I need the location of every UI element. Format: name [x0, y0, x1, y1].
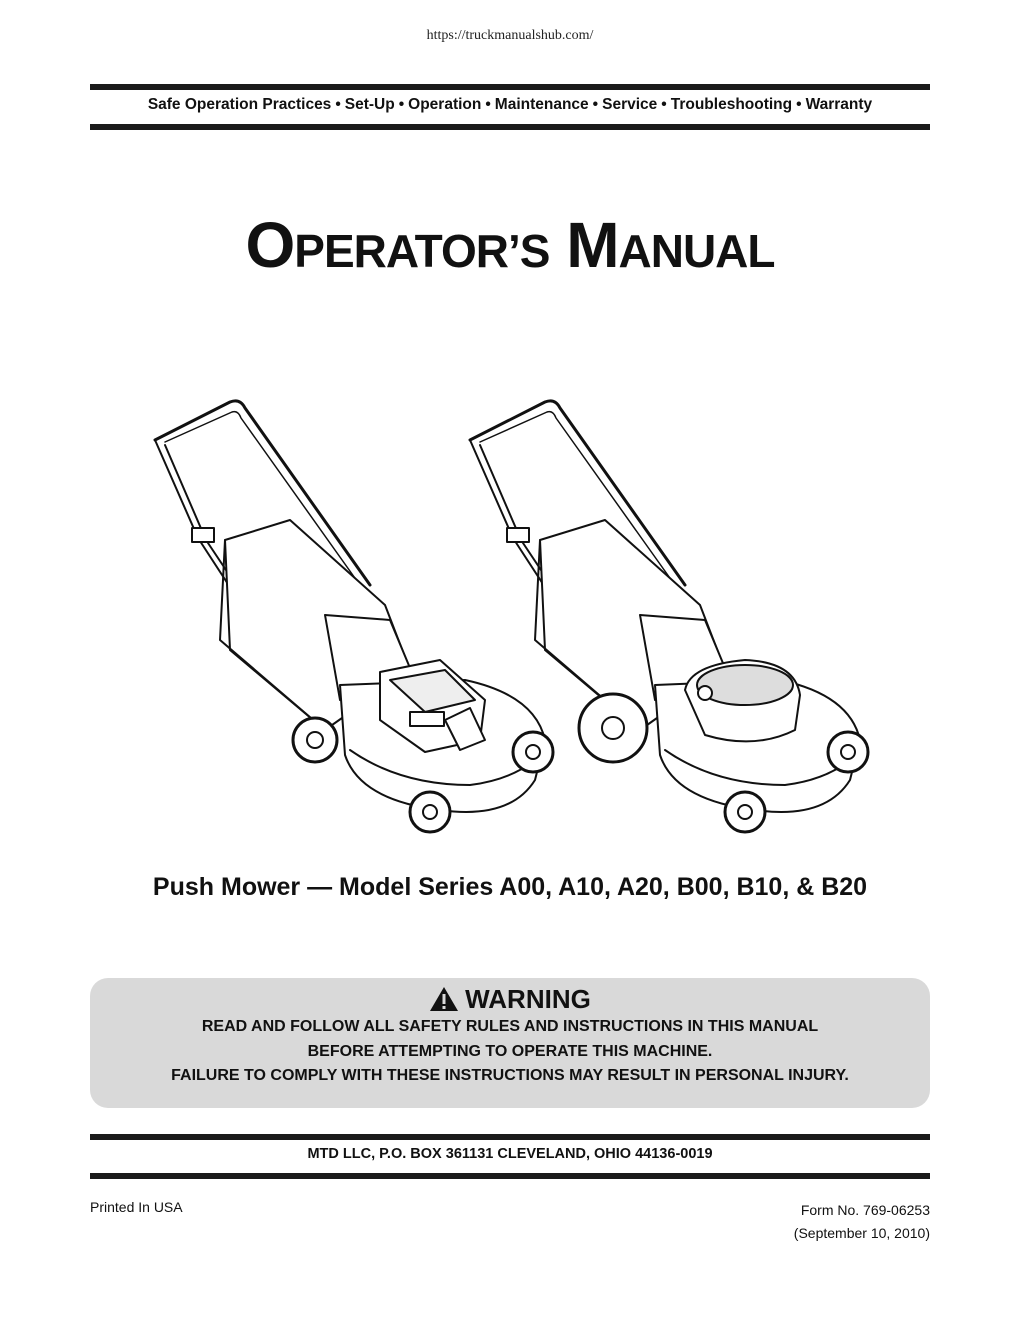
company-address: MTD LLC, P.O. BOX 361131 CLEVELAND, OHIO 44136-0019 — [307, 1146, 713, 1162]
nav-item: Safe Operation Practices — [147, 96, 332, 113]
nav-item: Troubleshooting — [670, 96, 793, 113]
warning-heading: WARNING — [0, 984, 1020, 1015]
warning-line-3: FAILURE TO COMPLY WITH THESE INSTRUCTIONS MAY RESULT IN PERSONAL INJURY. — [171, 1067, 849, 1084]
nav-item: Warranty — [805, 96, 873, 113]
nav-item: Set-Up — [344, 96, 395, 113]
section-nav: Safe Operation Practices • Set-Up • Operation • Maintenance • Service • Troubleshooting • Warranty — [147, 96, 873, 113]
form-number: Form No. 769-06253 — [800, 1202, 930, 1218]
address-top-rule — [90, 1134, 930, 1140]
mower-illustration-left — [155, 401, 553, 832]
nav-bottom-rule — [90, 124, 930, 130]
page-title: OPERATOR’S MANUAL — [245, 209, 775, 281]
model-subtitle: Push Mower — Model Series A00, A10, A20, B00, B10, & B20 — [152, 873, 868, 901]
nav-item: Service — [602, 96, 658, 113]
warning-line-2: BEFORE ATTEMPTING TO OPERATE THIS MACHINE. — [307, 1043, 713, 1060]
form-date: (September 10, 2010) — [793, 1225, 930, 1241]
printed-in: Printed In USA — [90, 1199, 183, 1215]
top-rule — [90, 84, 930, 90]
lawn-mower-illustration — [140, 390, 880, 850]
warning-triangle-icon — [429, 986, 459, 1012]
nav-item: Maintenance — [494, 96, 589, 113]
source-url: https://truckmanualshub.com/ — [426, 28, 594, 43]
address-bottom-rule — [90, 1173, 930, 1179]
nav-item: Operation — [408, 96, 482, 113]
form-info — [794, 1199, 930, 1245]
warning-line-1: READ AND FOLLOW ALL SAFETY RULES AND INSTRUCTIONS IN THIS MANUAL — [201, 1018, 819, 1035]
